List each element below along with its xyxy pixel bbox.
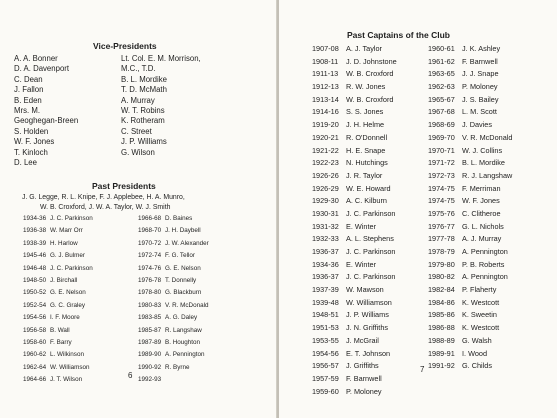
person-name: G. C. Graley (50, 301, 85, 309)
person-name: W. Williamson (50, 363, 90, 371)
left-page (0, 0, 278, 418)
past-captain-entry (312, 271, 397, 284)
past-captain-entry (312, 170, 397, 183)
vice-president-name: D. A. Davenport (14, 64, 70, 74)
vice-president-name: C. Street (121, 126, 152, 136)
person-name: A. L. Stephens (346, 234, 394, 244)
person-name: W. Mawson (346, 285, 384, 295)
person-name: G. Walsh (462, 335, 492, 345)
past-president-entry (23, 374, 93, 386)
vice-president-name: W. T. Robins (121, 106, 165, 116)
term-years: 1911-13 (312, 69, 339, 79)
person-name: J. H. Daybell (165, 227, 201, 235)
vice-president-name: Lt. Col. E. M. Morrison, (121, 54, 201, 63)
term-years: 1932-33 (312, 234, 339, 244)
person-name: I. Wood (462, 348, 488, 358)
term-years: 1988-89 (428, 335, 455, 345)
term-years: 1985-86 (428, 310, 455, 320)
person-name: P. B. Roberts (462, 259, 505, 269)
past-president-entry (23, 300, 93, 312)
person-name: A. Pennington (462, 272, 508, 282)
person-name: W. B. Croxford (346, 94, 394, 104)
term-years: 1945-46 (23, 252, 47, 260)
term-years: 1989-91 (428, 348, 455, 358)
term-years: 1989-90 (138, 351, 162, 359)
person-name: T. Donnelly (165, 276, 197, 284)
person-name: C. Clitheroe (462, 208, 501, 218)
term-years: 1970-71 (428, 145, 455, 155)
person-name: F. G. Tellor (165, 252, 195, 260)
person-name: G. Childs (462, 361, 493, 371)
past-captain-entry (312, 386, 397, 399)
past-captain-entry (312, 157, 397, 170)
person-name: J. N. Griffiths (346, 323, 389, 333)
vice-president-name: W. F. Jones (14, 137, 55, 147)
person-name: J. C. Parkinson (50, 264, 93, 272)
vice-president-name: Geoghegan-Breen (14, 116, 79, 126)
person-name: E. Winter (346, 221, 377, 231)
person-name: D. Baines (165, 215, 193, 222)
person-name: G. E. Nelson (165, 264, 201, 272)
person-name: A. Pennington (165, 351, 205, 359)
person-name: H. E. Snape (346, 145, 386, 155)
term-years: 1974-75 (428, 196, 455, 206)
term-years: 1934-36 (23, 215, 47, 222)
past-president-entry (138, 300, 209, 312)
person-name: P. Moloney (346, 386, 382, 396)
term-years: 1954-56 (23, 314, 47, 322)
term-years: 1926-29 (312, 183, 339, 193)
term-years: 1948-50 (23, 276, 47, 284)
term-years: 1931-32 (312, 221, 339, 231)
past-captain-entry (428, 106, 512, 119)
past-captain-entry (312, 94, 397, 107)
person-name: B. Houghton (165, 338, 201, 346)
term-years: 1930-31 (312, 208, 339, 218)
term-years: 1921-22 (312, 145, 339, 155)
person-name: R. O'Donnell (346, 132, 388, 142)
term-years: 1959-60 (312, 386, 339, 396)
past-captain-entry (312, 335, 397, 348)
term-years: 1956-57 (312, 361, 339, 371)
person-name: J. S. Bailey (462, 94, 499, 104)
vice-president-name: A. A. Bonner (14, 54, 58, 63)
term-years: 1907-08 (312, 44, 339, 53)
person-name: A. Pennington (462, 247, 508, 256)
past-captains-column-1 (312, 43, 397, 398)
past-president-entry (138, 250, 209, 262)
person-name: J. D. Johnstone (346, 56, 397, 66)
past-president-entry (138, 225, 209, 237)
person-name: R. Langshaw (165, 326, 202, 334)
person-name: J. H. Helme (346, 120, 385, 130)
term-years: 1957-59 (312, 373, 339, 383)
term-years: 1976-78 (138, 276, 162, 284)
past-captain-entry (312, 233, 397, 246)
term-years: 1912-13 (312, 82, 339, 92)
term-years: 1914-16 (312, 107, 339, 117)
term-years: 1971-72 (428, 158, 455, 168)
right-page (279, 0, 557, 418)
person-name: P. Moloney (462, 82, 498, 92)
past-captain-entry (312, 221, 397, 234)
term-years: 1985-87 (138, 326, 162, 334)
person-name: R. J. Langshaw (462, 170, 513, 180)
term-years: 1908-11 (312, 56, 339, 66)
term-years: 1968-70 (138, 227, 162, 235)
past-captain-entry (312, 132, 397, 145)
person-name: S. S. Jones (346, 107, 384, 117)
past-president-entry (138, 337, 209, 349)
term-years: 1962-64 (23, 363, 47, 371)
person-name: J. Birchall (50, 276, 78, 284)
past-president-entry (138, 362, 209, 374)
vice-presidents-column-2 (121, 54, 201, 158)
person-name: A. J. Murray (462, 234, 502, 244)
past-captain-entry (312, 348, 397, 361)
past-captain-entry (428, 145, 512, 158)
past-captain-entry (428, 233, 512, 246)
term-years: 1962-63 (428, 82, 455, 92)
past-captain-entry (428, 119, 512, 132)
person-name: E. T. Johnson (346, 348, 391, 358)
person-name: A. J. Taylor (346, 44, 382, 53)
term-years: 1965-67 (428, 94, 455, 104)
past-captain-entry (428, 81, 512, 94)
term-years: 1974-75 (428, 183, 455, 193)
vice-president-name: D. Lee (14, 158, 37, 168)
term-years: 1983-85 (138, 314, 162, 322)
vice-president-name: M.C., T.D. (121, 64, 156, 74)
vice-president-name: Mrs. M. (14, 106, 40, 116)
past-president-entry (23, 213, 93, 225)
vice-president-name: T. D. McMath (121, 85, 167, 95)
person-name: J. K. Ashley (462, 44, 501, 53)
past-president-entry (138, 213, 209, 225)
person-name: F. Barry (50, 338, 72, 346)
person-name: J. W. Alexander (165, 239, 209, 247)
person-name: H. Harlow (50, 239, 78, 247)
past-presidents-intro-line-2: W. B. Croxford, J. W. A. Taylor, W. J. Smith (40, 204, 171, 211)
past-president-entry (23, 287, 93, 299)
term-years: 1960-61 (428, 44, 455, 53)
past-captain-entry (428, 132, 512, 145)
past-president-entry (23, 349, 93, 361)
past-president-entry (23, 238, 93, 250)
term-years: 1978-80 (138, 289, 162, 297)
term-years: 1948-51 (312, 310, 339, 320)
past-captain-entry (428, 284, 512, 297)
term-years: 1976-77 (428, 221, 455, 231)
term-years: 1954-56 (312, 348, 339, 358)
term-years: 1936-37 (312, 272, 339, 282)
past-captain-entry (312, 322, 397, 335)
vice-president-name: C. Dean (14, 74, 43, 84)
term-years: 1936-38 (23, 227, 47, 235)
vice-president-name: B. Eden (14, 95, 42, 105)
term-years: 1937-39 (312, 285, 339, 295)
past-captain-entry (428, 360, 512, 373)
person-name: N. Hutchings (346, 158, 388, 168)
person-name: R. Byrne (165, 363, 190, 371)
term-years: 1969-70 (428, 132, 455, 142)
term-years: 1936-37 (312, 247, 339, 256)
past-captain-entry (312, 309, 397, 322)
term-years: 1934-36 (312, 259, 339, 269)
past-president-entry (23, 250, 93, 262)
past-captain-entry (312, 208, 397, 221)
term-years: 1987-89 (138, 338, 162, 346)
person-name: J. R. Taylor (346, 170, 383, 180)
past-captain-entry (428, 157, 512, 170)
term-years: 1970-72 (138, 239, 162, 247)
person-name: F. Merriman (462, 183, 501, 193)
person-name: W. B. Croxford (346, 69, 394, 79)
past-captain-entry (428, 208, 512, 221)
past-president-entry (23, 225, 93, 237)
term-years: 1966-68 (138, 215, 162, 222)
person-name: V. R. McDonald (165, 301, 209, 309)
term-years: 1913-14 (312, 94, 339, 104)
past-captain-entry (428, 170, 512, 183)
person-name: J. C. Parkinson (346, 247, 396, 256)
term-years: 1961-62 (428, 56, 455, 66)
past-presidents-heading: Past Presidents (92, 181, 156, 191)
person-name: J. Griffiths (346, 361, 379, 371)
term-years: 1991-92 (428, 361, 455, 371)
past-captain-entry (428, 309, 512, 322)
person-name: G. E. Nelson (50, 289, 86, 297)
term-years: 1950-52 (23, 289, 47, 297)
past-captain-entry (312, 284, 397, 297)
person-name: J. Davies (462, 120, 493, 130)
past-captain-entry (312, 119, 397, 132)
past-president-entry (138, 349, 209, 361)
past-captain-entry (428, 246, 512, 259)
term-years: 1946-48 (23, 264, 47, 272)
vice-president-name: J. Fallon (14, 85, 44, 95)
past-captain-entry (312, 297, 397, 310)
past-captain-entry (312, 246, 397, 259)
vice-presidents-column-1 (14, 54, 78, 168)
past-captain-entry (428, 56, 512, 69)
past-captain-entry (312, 145, 397, 158)
person-name: K. Westcott (462, 297, 500, 307)
vice-president-name: A. Murray (121, 95, 155, 105)
page-number-right: 7 (420, 365, 425, 374)
person-name: J. C. Parkinson (50, 215, 93, 222)
past-captain-entry (312, 183, 397, 196)
person-name: J. T. Wilson (50, 376, 83, 384)
term-years: 1990-92 (138, 363, 162, 371)
term-years: 1992-93 (138, 376, 162, 384)
term-years: 1975-76 (428, 208, 455, 218)
person-name: W. Williamson (346, 297, 392, 307)
vice-president-name: B. L. Mordike (121, 74, 167, 84)
past-president-entry (23, 325, 93, 337)
person-name: G. J. Bulmer (50, 252, 85, 260)
person-name: J. P. Williams (346, 310, 389, 320)
term-years: 1979-80 (428, 259, 455, 269)
past-captain-entry (428, 348, 512, 361)
person-name: K. Westcott (462, 323, 500, 333)
person-name: B. Wall (50, 326, 70, 334)
person-name: G. L. Nichols (462, 221, 504, 231)
vice-president-name: T. Kinloch (14, 147, 48, 157)
person-name: P. Flaherty (462, 285, 497, 295)
past-president-entry (138, 374, 209, 386)
term-years: 1968-69 (428, 120, 455, 130)
person-name: F. Barnwell (346, 373, 382, 383)
past-presidents-column-2 (138, 213, 209, 386)
person-name: A. C. Kilburn (346, 196, 387, 206)
term-years: 1964-66 (23, 376, 47, 384)
term-years: 1984-86 (428, 297, 455, 307)
past-captain-entry (428, 322, 512, 335)
past-president-entry (138, 275, 209, 287)
past-captains-column-2 (428, 43, 512, 373)
vice-presidents-heading: Vice-Presidents (93, 41, 157, 51)
person-name: J. McGrail (346, 335, 379, 345)
person-name: L. Wilkinson (50, 351, 84, 359)
past-captains-heading: Past Captains of the Club (347, 30, 450, 40)
past-captain-entry (428, 68, 512, 81)
person-name: I. F. Moore (50, 314, 80, 322)
past-captain-entry (312, 259, 397, 272)
term-years: 1956-58 (23, 326, 47, 334)
past-captain-entry (428, 271, 512, 284)
term-years: 1919-20 (312, 120, 339, 130)
person-name: J. C. Parkinson (346, 272, 396, 282)
term-years: 1986-88 (428, 323, 455, 333)
past-president-entry (138, 263, 209, 275)
vice-president-name: K. Rotheram (121, 116, 165, 126)
person-name: E. Winter (346, 259, 377, 269)
term-years: 1977-78 (428, 234, 455, 244)
past-president-entry (23, 263, 93, 275)
past-president-entry (138, 287, 209, 299)
person-name: R. W. Jones (346, 82, 386, 92)
term-years: 1952-54 (23, 301, 47, 309)
term-years: 1982-84 (428, 285, 455, 295)
term-years: 1972-74 (138, 252, 162, 260)
past-president-entry (23, 275, 93, 287)
person-name: B. L. Mordike (462, 158, 505, 168)
past-captain-entry (428, 335, 512, 348)
person-name: L. M. Scott (462, 107, 497, 117)
past-president-entry (138, 238, 209, 250)
person-name: J. C. Parkinson (346, 208, 396, 218)
person-name: W. F. Jones (462, 196, 500, 206)
person-name: F. Barnwell (462, 56, 498, 66)
page-number-left: 6 (128, 371, 133, 380)
past-president-entry (23, 362, 93, 374)
past-captain-entry (312, 373, 397, 386)
past-captain-entry (312, 360, 397, 373)
vice-president-name: G. Wilson (121, 147, 155, 157)
past-captain-entry (312, 56, 397, 69)
past-captain-entry (312, 195, 397, 208)
term-years: 1967-68 (428, 107, 455, 117)
person-name: W. Marr Orr (50, 227, 83, 235)
term-years: 1951-53 (312, 323, 339, 333)
person-name: A. G. Daley (165, 314, 198, 322)
person-name: K. Sweetin (462, 310, 497, 320)
term-years: 1980-83 (138, 301, 162, 309)
person-name: W. J. Collins (462, 145, 503, 155)
person-name: J. J. Snape (462, 69, 499, 79)
term-years: 1953-55 (312, 335, 339, 345)
past-captain-entry (312, 68, 397, 81)
vice-president-name: J. P. Williams (121, 137, 167, 147)
term-years: 1939-48 (312, 297, 339, 307)
vice-president-name: S. Holden (14, 126, 49, 136)
past-captain-entry (428, 183, 512, 196)
term-years: 1958-60 (23, 338, 47, 346)
past-presidents-intro-line-1: J. G. Legge, R. L. Knipe, F. J. Applebee, H. A. Munro, (22, 194, 185, 201)
past-presidents-column-1 (23, 213, 93, 386)
term-years: 1978-79 (428, 247, 455, 256)
past-president-entry (138, 325, 209, 337)
term-years: 1926-26 (312, 170, 339, 180)
person-name: W. E. Howard (346, 183, 391, 193)
past-captain-entry (428, 221, 512, 234)
past-captain-entry (312, 106, 397, 119)
term-years: 1963-65 (428, 69, 455, 79)
past-captain-entry (428, 43, 512, 56)
past-captain-entry (428, 94, 512, 107)
term-years: 1980-82 (428, 272, 455, 282)
term-years: 1972-73 (428, 170, 455, 180)
past-president-entry (23, 337, 93, 349)
term-years: 1974-76 (138, 264, 162, 272)
term-years: 1938-39 (23, 239, 47, 247)
past-president-entry (138, 312, 209, 324)
person-name: G. Blackburn (165, 289, 202, 297)
past-captain-entry (428, 259, 512, 272)
past-captain-entry (428, 195, 512, 208)
term-years: 1920-21 (312, 132, 339, 142)
past-captain-entry (312, 43, 397, 56)
person-name: V. R. McDonald (462, 132, 513, 142)
term-years: 1960-62 (23, 351, 47, 359)
term-years: 1929-30 (312, 196, 339, 206)
past-president-entry (23, 312, 93, 324)
term-years: 1922-23 (312, 158, 339, 168)
past-captain-entry (428, 297, 512, 310)
past-captain-entry (312, 81, 397, 94)
